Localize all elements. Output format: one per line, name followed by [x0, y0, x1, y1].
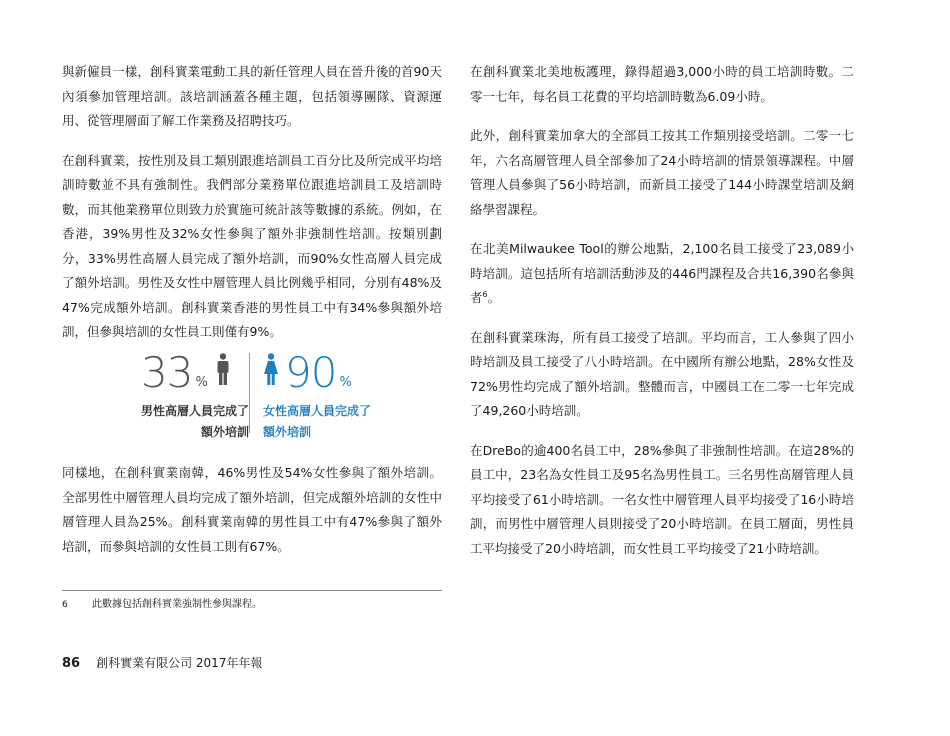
stat-divider: [249, 353, 250, 433]
paragraph: 同樣地，在創科實業南韓，46%男性及54%女性參與了額外培訓。全部男性中層管理人員均完成了額外培訓，但完成額外培訓的女性中層管理人員為25%。創科實業南韓的男性員工中有47%參與了額外培訓，而參與培訓的女性員工則有67%。: [62, 465, 442, 554]
footnote-reference[interactable]: 6: [482, 289, 488, 299]
page-number: 86: [62, 656, 81, 671]
paragraph: 此外，創科實業加拿大的全部員工按其工作類別接受培訓。二零一七年，六名高層管理人員全部參加了24小時培訓的情景領導課程。中層管理人員參與了56小時培訓，而新員工接受了144小時課堂培訓及網絡學習課程。: [470, 128, 854, 217]
female-stat: [263, 345, 371, 443]
paragraph: 在DreBo的逾400名員工中，28%參與了非強制性培訓。在這28%的員工中，23名為女性員工及95名為男性員工。三名男性高層管理人員平均接受了61小時培訓。一名女性中層管理人員平均接受了16小時培訓，而男性中層管理人員則接受了20小時培訓。在員工層面，男性員工平均接受了20小時培訓，而女性員工平均接受了21小時培訓。: [470, 442, 854, 556]
female-figure-icon: [263, 353, 279, 389]
paragraph: 在創科實業北美地板護理，錄得超過3,000小時的員工培訓時數。二零一七年，每名員工花費的平均培訓時數為6.09小時。: [470, 64, 854, 104]
left-column: [62, 60, 442, 360]
footnote: [62, 598, 262, 612]
female-stat-value: 90: [285, 348, 337, 397]
stats-infographic: [62, 345, 442, 445]
publication-title: 創科實業有限公司 2017年年報: [96, 656, 263, 670]
page-footer: [62, 654, 262, 671]
male-stat-label: 男性高層人員完成了 額外培訓: [140, 404, 249, 439]
male-stat: [141, 345, 249, 443]
paragraph: 在創科實業珠海，所有員工接受了培訓。平均而言，工人參與了四小時培訓及員工接受了八小時培訓。在中國所有辦公地點，28%女性及72%男性均完成了額外培訓。整體而言，中國員工在二零一七年完成了49,260小時培訓。: [470, 329, 854, 418]
right-column: [470, 60, 854, 576]
footnote-divider: [62, 590, 442, 591]
male-figure-icon: [216, 353, 230, 389]
paragraph: 在創科實業，按性別及員工類別跟進培訓員工百分比及所完成平均培訓時數並不具有強制性。我們部分業務單位跟進培訓員工及培訓時數，而其他業務單位則致力於實施可統計該等數據的系統。例如，在香港，39%男性及32%女性參與了額外非強制性培訓。按類別劃分，33%男性高層人員完成了額外培訓，而90%女性高層人員完成了額外培訓。男性及女性中層管理人員比例幾乎相同，分別有48%及47%完成額外培訓。創科實業香港的男性員工中有34%參與額外培訓，但參與培訓的女性員工則僅有9%。: [62, 152, 442, 339]
footnote-number: 6: [62, 600, 68, 610]
paragraph: 與新僱員一樣，創科實業電動工具的新任管理人員在晉升後的首90天內須參加管理培訓。該培訓涵蓋各種主題，包括領導團隊、資源運用、從管理層面了解工作業務及招聘技巧。: [62, 64, 442, 128]
left-column-lower: [62, 461, 442, 574]
female-stat-label: 女性高層人員完成了 額外培訓: [263, 404, 372, 439]
paragraph: 在北美Milwaukee Tool的辦公地點，2,100名員工接受了23,089小時培訓。這包括所有培訓活動涉及的446門課程及合共16,390名參與者$^6$。: [470, 241, 854, 305]
footnote-text: 此數據包括創科實業強制性參與課程。: [92, 599, 262, 610]
male-stat-value: 33: [140, 348, 193, 397]
female-stat-unit: %: [339, 375, 352, 390]
male-stat-unit: %: [195, 375, 208, 390]
